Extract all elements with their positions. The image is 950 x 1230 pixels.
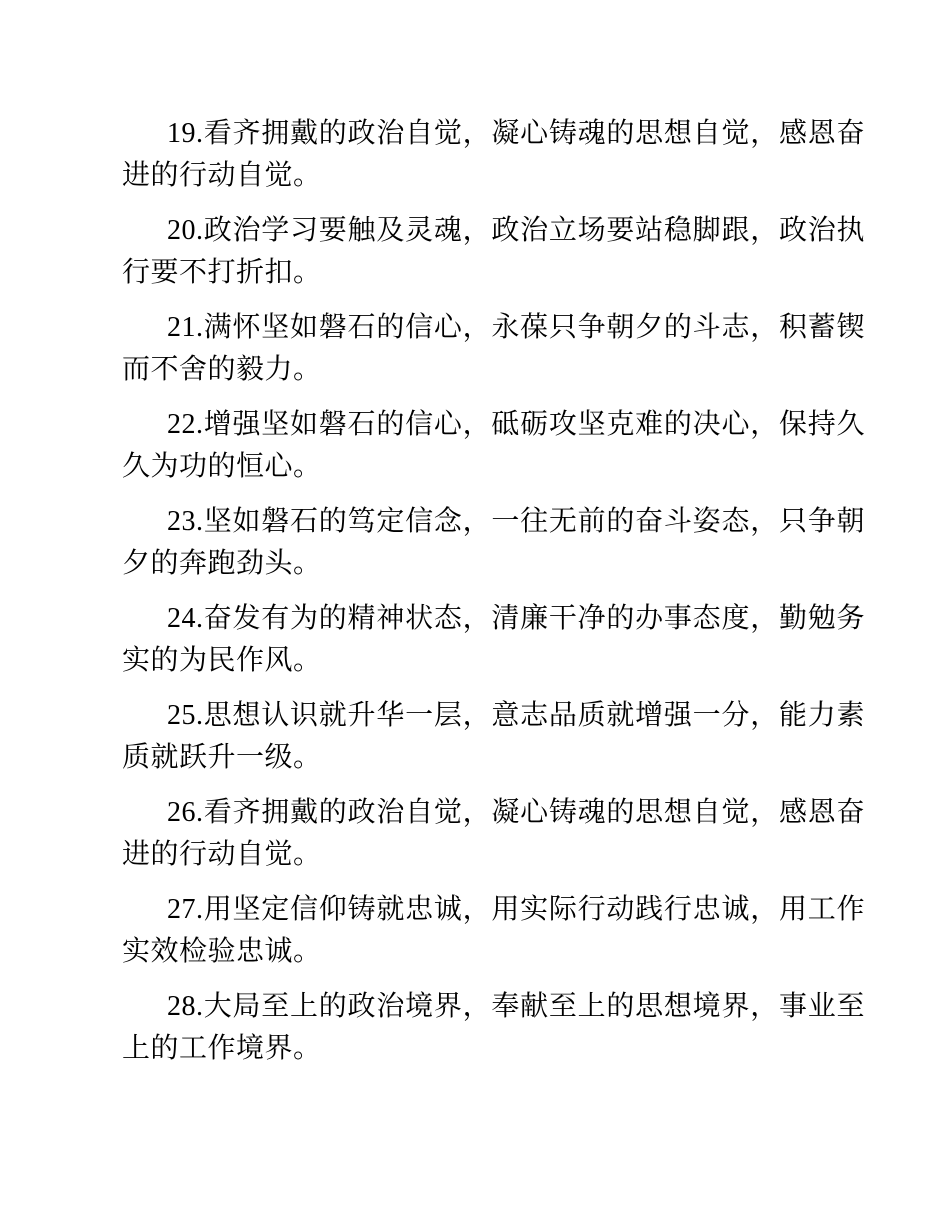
numbered-paragraph-21: 21.满怀坚如磐石的信心，永葆只争朝夕的斗志，积蓄锲而不舍的毅力。	[122, 312, 865, 385]
numbered-paragraph-28: 28.大局至上的政治境界，奉献至上的思想境界，事业至上的工作境界。	[122, 991, 865, 1064]
document-body	[122, 113, 865, 1070]
numbered-paragraph-19: 19.看齐拥戴的政治自觉，凝心铸魂的思想自觉，感恩奋进的行动自觉。	[122, 118, 865, 191]
numbered-paragraph-20: 20.政治学习要触及灵魂，政治立场要站稳脚跟，政治执行要不打折扣。	[122, 215, 865, 288]
numbered-paragraph-26: 26.看齐拥戴的政治自觉，凝心铸魂的思想自觉，感恩奋进的行动自觉。	[122, 797, 865, 870]
numbered-paragraph-27: 27.用坚定信仰铸就忠诚，用实际行动践行忠诚，用工作实效检验忠诚。	[122, 894, 865, 967]
numbered-paragraph-24: 24.奋发有为的精神状态，清廉干净的办事态度，勤勉务实的为民作风。	[122, 603, 865, 676]
numbered-paragraph-22: 22.增强坚如磐石的信心，砥砺攻坚克难的决心，保持久久为功的恒心。	[122, 409, 865, 482]
numbered-paragraph-23: 23.坚如磐石的笃定信念，一往无前的奋斗姿态，只争朝夕的奔跑劲头。	[122, 506, 865, 579]
numbered-paragraph-25: 25.思想认识就升华一层，意志品质就增强一分，能力素质就跃升一级。	[122, 700, 865, 773]
